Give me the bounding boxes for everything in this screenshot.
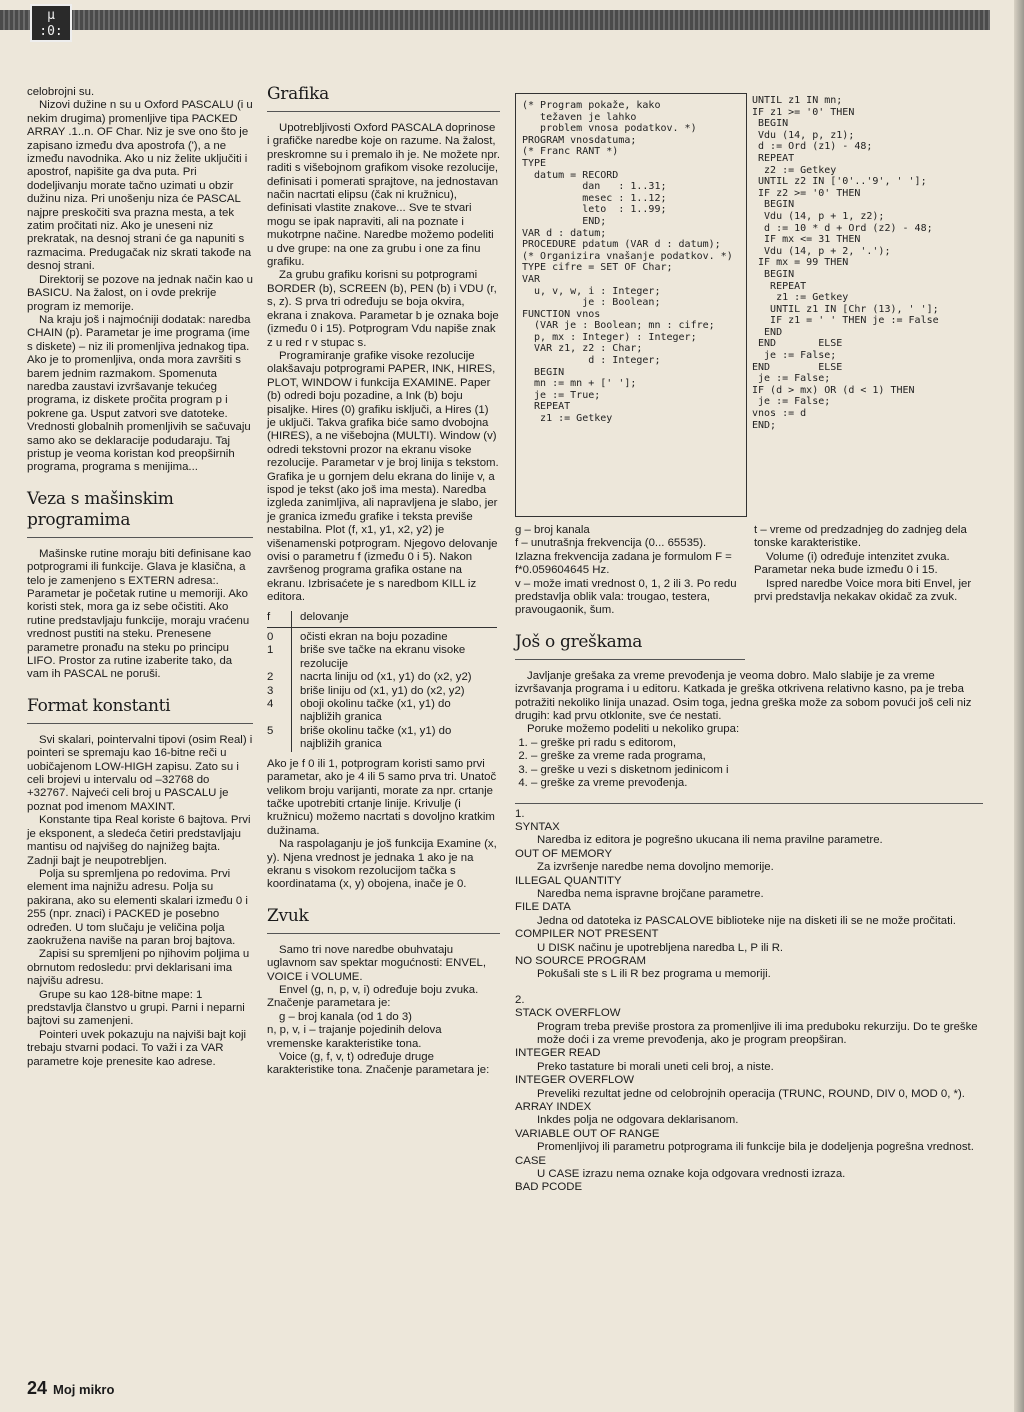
table-cell: nacrta liniju od (x1, y1) do (x2, y2) — [300, 671, 472, 684]
paragraph: Nizovi dužine n su u Oxford PASCALU (i u nekim drugima) promenljive tipa PACKED ARRAY .1..n. OF Char. Niz je sve ono što je zapisano između dva apostrofa ('), a ne između navodnika. Ako u niz želite uključiti i apostrof, napišite ga dva puta. Pri dodeljivanju morate tačno uzimati u obzir dužinu niza. Pri unošenju niza će PASCAL najpre preskočiti sva prazna mesta, a tek zatim pročitati niz. Ako je uneseni niz prekratak, na desnoj strani će ga napuniti s razmacima. Predugačak niz skrati takođe na desnoj strani. — [27, 99, 253, 273]
table-cell: 1 — [267, 644, 292, 671]
paragraph: Ako je f 0 ili 1, potprogram koristi samo prvi parametar, ako je 4 ili 5 samo prva tri. Unatoč velikom broju varijanti, morate za npr. crtanje tačke upotrebiti crtanje linije. Krivulje (i kružnicu) možemo nacrtati s dovoljno kratkim dužinama. — [267, 757, 497, 837]
error-entry — [515, 1155, 983, 1182]
error-name: SYNTAX — [515, 820, 560, 833]
error-entry — [515, 928, 983, 955]
paragraph: Mašinske rutine moraju biti definisane kao potprogrami ili funkcije. Glava je klasična, a telo je zamenjeno s EXTERN adresa:. Parametar je početak rutine u memoriji. Ako koristi stek, mora ga iz sebe očistiti. Ako rutine predstavljaju funkcije, moraju vraćenu vrednost pustiti na steku. Prenesene parametre pronađu na steku po principu LIFO. Prostor za rutine izaberite tako, da vam ih PASCAL ne poruši. — [27, 547, 252, 681]
error-desc: Preko tastature bi morali uneti celi broj, a niste. — [537, 1060, 774, 1073]
paragraph: Ispred naredbe Voice mora biti Envel, jer prvi predstavlja nekakav okidač za zvuk. — [754, 577, 972, 604]
error-desc: U DISK načinu je upotrebljena naredba L, P ili R. — [537, 941, 784, 954]
paragraph: Volume (i) određuje intenzitet zvuka. Parametar neka bude između 0 i 15. — [754, 550, 950, 577]
error-entry — [515, 821, 983, 848]
paragraph: celobrojni su. — [27, 86, 95, 98]
error-entry — [515, 1128, 983, 1155]
paragraph: Na kraju još i najmoćniji dodatak: naredba CHAIN (p). Parametar je ime programa (ime s diskete) – niz ili promenljiva jednakog tipa. Ako je to promenljiva, onda mora završiti s barem jednim razmakom. Spomenuta naredba zaustavi izvršavanje tekućeg programa, iz diskete pročita program p i pokrene ga. Usput zatvori sve datoteke. Vrednosti globalnih promenljivih se sačuvaju samo ako se deklaracije podudaraju. Taj pristup je veoma koristan kod preopširnih programa, programa s menijima... — [27, 313, 251, 474]
code-listing-left: (* Program pokaže, kako težaven je lahko problem vnosa podatkov. *) PROGRAM vnosdatuma; (* Franc RANT *) TYPE datum = RECORD dan : 1..31; mesec : 1..12; leto : 1..99; END; VAR d : datum; PROCEDURE pdatum (VAR d : datum); (* Organizira vnašanje podatkov. *) TYPE cifre = SET OF Char; VAR u, v, w, i : Integer; je : Boolean; FUNCTION vnos (VAR je : Boolean; mn : cifre; p, mx : Integer) : Integer; VAR z1, z2 : Char; d : Integer; BEGIN mn := mn + [' ']; je := True; REPEAT z1 := Getkey — [522, 100, 733, 425]
error-name: CASE — [515, 1154, 547, 1167]
paragraph: f – unutrašnja frekvencija (0... 65535). Izlazna frekvencija zadana je formulom F = f*0.059604645 Hz. — [515, 537, 732, 577]
error-entry — [515, 1007, 983, 1047]
paragraph: Javljanje grešaka za vreme prevođenja je veoma dobro. Malo slabije je za vreme izvršavanja programa i u editoru. Katkada je greška otkrivena relativno kasno, pa je treba potražiti nekoliko linija unazad. Osim toga, jedna greška može za sobom povući još celi niz drugih: kad prvu otklonite, sve će nestati. — [515, 669, 972, 723]
section-heading: Veza s mašinskim programima — [27, 489, 253, 538]
paragraph: Pointeri uvek pokazuju na najviši bajt koji trebaju stvarni podaci. To važi i za VAR parametre koje prenesite kao adrese. — [27, 1028, 247, 1068]
table-cell: briše okolinu tačke (x1, y1) do najbližih granica — [300, 724, 452, 751]
table-row — [267, 685, 497, 698]
magazine-logo-icon: μ :0: — [30, 4, 72, 42]
paragraph: Za grubu grafiku korisni su potprogrami BORDER (b), SCREEN (b), PEN (b) i VDU (r, s, z). S prva tri određuju se boja okvira, ekrana i znakova. Parametar b je oznaka boje (između 0 i 15). Potprogram Vdu napiše znak z u red r v stupac s. — [267, 269, 499, 349]
table-row — [267, 698, 497, 725]
paragraph: Direktorij se pozove na jednak način kao u BASICU. Na žalost, on i ovde prekrije program iz memorije. — [27, 273, 254, 313]
error-desc: Preveliki rezultat jedne od celobrojnih operacija (TRUNC, ROUND, DIV 0, MOD 0, *). — [537, 1087, 965, 1100]
section-heading: Još o greškama — [515, 632, 745, 660]
column-left — [27, 86, 253, 1069]
error-entry — [515, 1181, 983, 1194]
code-listing-right-wrap — [752, 95, 988, 431]
error-desc: Pokušali ste s L ili R bez programa u memoriji. — [537, 968, 771, 981]
list-item: 4. – greške za vreme prevođenja. — [531, 777, 983, 790]
error-entry — [515, 875, 983, 902]
column-right — [515, 524, 983, 1195]
page-footer — [27, 1378, 114, 1399]
error-entry — [515, 955, 983, 982]
paragraph: Na raspolaganju je još funkcija Examine (x, y). Njena vrednost je jednaka 1 ako je na ekranu s visokom rezolucijom tačka s koordinatama (x, y) obojena, inače je 0. — [267, 838, 497, 891]
paragraph: Konstante tipa Real koriste 6 bajtova. Prvi je eksponent, a sledeća četiri predstavljaju mantisu od najvišeg do najnižeg bajta. Zadnji bajt je neupotrebljen. — [27, 814, 251, 867]
table-cell: briše sve tačke na ekranu visoke rezolucije — [300, 644, 466, 670]
error-entry — [515, 901, 983, 928]
error-desc: U CASE izrazu nema oznake koja odgovara vrednosti izraza. — [537, 1168, 846, 1181]
paragraph: Envel (g, n, p, v, i) određuje boju zvuka. Značenje parametara je: — [267, 983, 479, 1010]
table-header: delovanje — [292, 611, 498, 628]
section-heading: Grafika — [267, 84, 500, 112]
paragraph: Upotrebljivosti Oxford PASCALA doprinose i grafičke naredbe koje on razume. Na žalost, preskromne su i premalo ih je. Ne možete npr. raditi s višebojnom grafikom visoke rezolucije, definisati i pomerati sprajtove, na jednostavan način nacrtati elipsu (čak ni kružnicu), definisati vlastite znakove... Sve te stvari mogu se ipak napraviti, ali na poznate i mukotrpne načine. Naredbe možemo podeliti u dve grupe: na one za grubu i one za finu grafiku. — [267, 122, 500, 269]
error-entry — [515, 848, 983, 875]
code-listing-right: UNTIL z1 IN mn; IF z1 >= '0' THEN BEGIN Vdu (14, p, z1); d := Ord (z1) - 48; REPEAT z2 := Getkey UNTIL z2 IN ['0'..'9', ' ']; IF z2 >= '0' THEN BEGIN Vdu (14, p + 1, z2); d := 10 * d + Ord (z2) - 48; IF mx <= 31 THEN Vdu (14, p + 2, '.'); IF mx = 99 THEN BEGIN REPEAT z1 := Getkey UNTIL z1 IN [Chr (13), ' ']; IF z1 = ' ' THEN je := False END END ELSE je := False; END ELSE je := False; IF (d > mx) OR (d < 1) THEN je := False; vnos := d END; — [752, 95, 939, 431]
table-cell: briše liniju od (x1, y1) do (x2, y2) — [300, 684, 465, 697]
error-name: INTEGER OVERFLOW — [515, 1074, 634, 1087]
voice-params-right — [754, 524, 983, 618]
table-cell: 5 — [267, 725, 292, 752]
error-desc: Naredba nema ispravne brojčane parametre. — [537, 887, 764, 900]
table-cell: 3 — [267, 685, 292, 698]
table-cell: očisti ekran na boju pozadine — [300, 631, 448, 644]
header-bar — [0, 10, 990, 30]
paragraph: Programiranje grafike visoke rezolucije olakšavaju potprogrami PAPER, INK, HIRES, PLOT, WINDOW i funkcija EXAMINE. Paper (b) odredi boju pozadine, a Ink (b) boju pisaljke. Hires (0) grafiku isključi, a Hires (1) je uključi. Takva grafika biće samo dvobojna (HIRES), a ne višebojna (MULTI). Window (v) odredi tekstovni prozor na ekranu visoke rezolucije. Parametar v je broj linija s tekstom. Grafika je u gornjem delu ekrana do linije v, a ispod je tekst (ako još ima mesta). Naredba izgleda zanimljiva, ali napravljena je slabo, jer je granica između grafike i teksta previše nestabilna. Plot (f, x1, y1, x2, y2) je višenamenski potprogram. Njegovo delovanje ovisi o parametru f (između 0 i 5). Nakon završenog programa grafika ostane na ekranu. Izbrisaćete je s naredbom KILL iz editora. — [267, 349, 499, 604]
plot-parameter-table — [267, 611, 497, 752]
magazine-name: Moj mikro — [53, 1382, 115, 1397]
error-name: NO SOURCE PROGRAM — [515, 954, 647, 967]
error-name: COMPILER NOT PRESENT — [515, 928, 659, 941]
error-name: OUT OF MEMORY — [515, 847, 613, 860]
error-name: INTEGER READ — [515, 1047, 601, 1060]
section-heading: Format konstanti — [27, 696, 253, 724]
error-desc: Za izvršenje naredbe nema dovoljno memorije. — [537, 861, 774, 874]
paragraph: t – vreme od predzadnjeg do zadnjeg dela tonske karakteristike. — [754, 524, 967, 550]
error-name: ARRAY INDEX — [515, 1101, 592, 1114]
voice-params-left — [515, 524, 744, 618]
error-desc: Promenljivoj ili parametru potprograma ili funkcije bila je dodeljenja pogrešna vrednost. — [537, 1141, 974, 1154]
section-heading: Zvuk — [267, 906, 500, 934]
error-section-number: 2. — [515, 993, 525, 1006]
page-number: 24 — [27, 1378, 48, 1398]
error-desc: Naredba iz editora je pogrešno ukucana ili nema pravilne parametre. — [537, 834, 883, 847]
code-listing-box — [515, 93, 747, 517]
page-edge — [1014, 0, 1024, 1412]
error-desc: Program treba previše prostora za promenljive ili ima preduboku rekurziju. Do te greške može doći i za vreme prevođenja, ako je program preopširan. — [537, 1020, 978, 1046]
table-cell: oboji okolinu tačke (x1, y1) do najbližih granica — [300, 698, 451, 724]
paragraph: g – broj kanala — [515, 524, 590, 536]
column-middle — [267, 84, 500, 1078]
table-row — [267, 725, 497, 752]
error-group-list — [515, 737, 983, 791]
error-entry — [515, 1047, 983, 1074]
error-name: VARIABLE OUT OF RANGE — [515, 1127, 660, 1140]
list-item: 2. – greške za vreme rada programa, — [531, 750, 983, 763]
error-name: FILE DATA — [515, 901, 571, 914]
table-cell: 0 — [267, 628, 292, 645]
list-item: 1. – greške pri radu s editorom, — [531, 737, 983, 750]
error-name: ILLEGAL QUANTITY — [515, 874, 622, 887]
paragraph: n, p, v, i – trajanje pojedinih delova vremenske karakteristike tona. — [267, 1024, 442, 1050]
paragraph: v – može imati vrednost 0, 1, 2 ili 3. Po redu predstavlja oblik vala: trougao, testera, pravougaonik, šum. — [515, 577, 737, 617]
error-entry — [515, 1101, 983, 1128]
table-row — [267, 628, 497, 645]
paragraph: Voice (g, f, v, t) određuje druge karakteristike tona. Značenje parametara je: — [267, 1051, 490, 1077]
paragraph: Zapisi su spremljeni po njihovim poljima u obrnutom redosledu: prvi deklarisani ima najvišu adresu. — [27, 948, 250, 988]
list-item: 3. – greške u vezi s disketnom jedinicom i — [531, 764, 983, 777]
error-entry — [515, 1074, 983, 1101]
table-cell: 4 — [267, 698, 292, 725]
paragraph: g – broj kanala (od 1 do 3) — [279, 1010, 412, 1023]
paragraph: Poruke možemo podeliti u nekoliko grupa: — [527, 723, 740, 736]
error-name: STACK OVERFLOW — [515, 1007, 621, 1020]
voice-params — [515, 524, 983, 618]
error-desc: Inkdes polja ne odgovara deklarisanom. — [537, 1114, 739, 1127]
error-desc: Jedna od datoteka iz PASCALOVE biblioteke nije na disketi ili se ne može pročitati. — [537, 914, 956, 927]
error-section-number: 1. — [515, 803, 983, 821]
paragraph: Samo tri nove naredbe obuhvataju uglavnom sav spektar mogućnosti: ENVEL, VOICE i VOLUME. — [267, 943, 487, 983]
table-header: f — [267, 611, 292, 628]
table-cell: 2 — [267, 671, 292, 684]
table-row — [267, 671, 497, 684]
paragraph: Svi skalari, pointervalni tipovi (osim Real) i pointeri se spremaju kao 16-bitne reči u uobičajenom LOW-HIGH zapisu. Zato su i celi brojevi u intervalu od –32768 do +32767. Najveći celi broj u PASCALU je poznat pod imenom MAXINT. — [27, 733, 253, 813]
error-name: BAD PCODE — [515, 1181, 583, 1194]
paragraph: Grupe su kao 128-bitne mape: 1 predstavlja članstvo u grupi. Parni i neparni bajtovi su zamenjeni. — [27, 988, 245, 1028]
paragraph: Polja su spremljena po redovima. Prvi element ima najnižu adresu. Polja su pakirana, ako su elementi skalari između 0 i 255 (npr. znaci) i PACKED je posebno određen. U tom slučaju je veličina polja zaokružena naviše na paran broj bajtova. — [27, 867, 248, 947]
table-row — [267, 644, 497, 671]
